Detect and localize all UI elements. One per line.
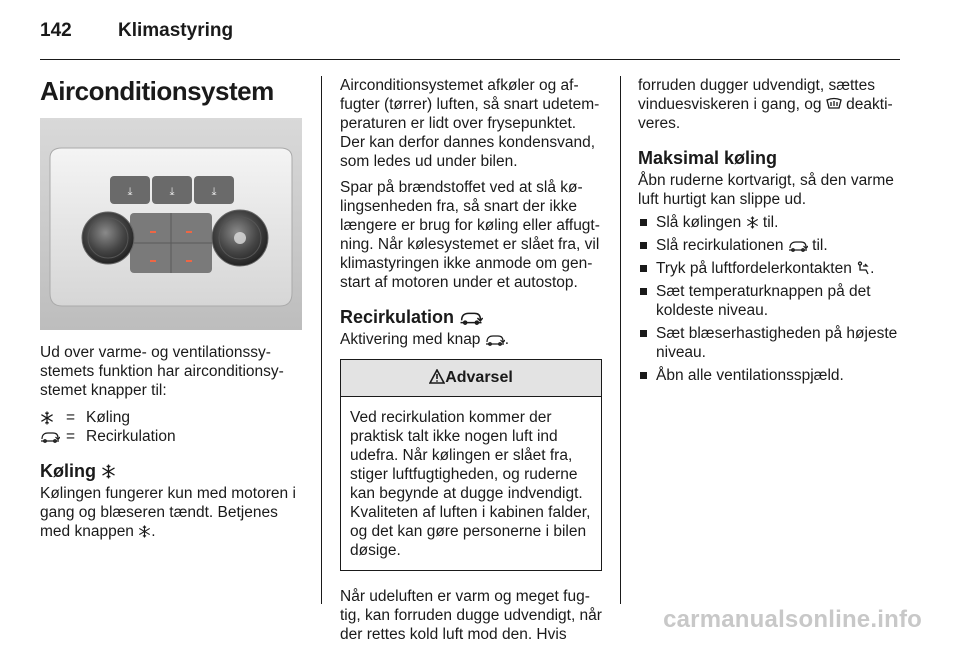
cooling-text-end: . — [151, 523, 156, 540]
equals-sign: = — [66, 428, 76, 445]
recirculation-icon — [459, 311, 483, 325]
warning-header — [341, 360, 601, 397]
svg-text:⤓: ⤓ — [211, 185, 217, 198]
windscreen-text: forruden dugger udvendigt, sættes vinduesviskeren i gang, og — [638, 77, 875, 113]
paragraph-outside-air: Når udeluften er varm og meget fugtig, kan forruden dugge udvendigt, når der rettes kold luft mod den. Hvis — [340, 588, 602, 643]
climate-control-photo — [40, 118, 302, 330]
list-item — [638, 324, 906, 362]
recirculation-heading — [340, 306, 602, 328]
symbol-row-cooling — [40, 408, 302, 427]
warning-title: Advarsel — [445, 369, 513, 386]
snowflake-icon — [138, 525, 151, 538]
recirculation-icon — [788, 240, 808, 252]
bullet — [640, 219, 647, 226]
column-divider — [620, 76, 621, 604]
snowflake-icon — [40, 408, 66, 427]
list-item — [638, 282, 906, 320]
bullet — [640, 372, 647, 379]
bullet — [640, 330, 647, 337]
cooling-heading-text: Køling — [40, 461, 96, 481]
header-rule — [40, 59, 900, 60]
symbol-list — [40, 408, 302, 446]
paragraph-aircon: Airconditionsystemet afkøler og affugter (tørrer) luften, så snart udetemperaturen er lidt over frysepunktet. Der kan derfor dannes kondensvand, som ledes ud under bilen. — [340, 77, 600, 170]
symbol-row-recirculation — [40, 427, 302, 446]
windscreen-text-end: deaktiveres. — [638, 96, 893, 132]
list-item — [638, 259, 906, 278]
page-header — [40, 20, 233, 42]
step-text: Slå kølingen — [656, 214, 742, 231]
recirculation-text-end: . — [504, 331, 510, 348]
symbol-label: Recirkulation — [86, 428, 176, 445]
step-text: Sæt blæserhastigheden på højeste niveau. — [656, 325, 898, 361]
section-title: Airconditionsystem — [40, 76, 274, 106]
page-number: 142 — [40, 20, 72, 41]
max-cooling-intro: Åbn ruderne kortvarigt, så den varme luft hurtigt kan slippe ud. — [638, 172, 894, 208]
step-text: Tryk på luftfordelerkontakten — [656, 260, 852, 277]
recirculation-icon — [485, 334, 505, 346]
chapter-title: Klimastyring — [118, 20, 234, 41]
step-text: Slå recirkulationen — [656, 237, 784, 254]
list-item — [638, 366, 906, 385]
recirculation-heading-text: Recirkulation — [340, 307, 455, 327]
paragraph-fuel: Spar på brændstoffet ved at slå kølingsenheden fra, så snart der ikke længere er brug for køling eller affugtning. Når kølesystemet er slået fra, vil klimastyringen ikke anmode om genstart af motoren under et autostop. — [340, 179, 600, 291]
windscreen-defrost-icon — [826, 97, 842, 111]
recirculation-icon — [40, 427, 66, 446]
symbol-label: Køling — [86, 409, 130, 426]
bullet — [640, 242, 647, 249]
bullet — [640, 265, 647, 272]
intro-text: Ud over varme- og ventilationssystemets funktion har airconditionsystemet knapper til: — [40, 344, 284, 399]
recirculation-text-body: Aktivering med knap — [340, 331, 481, 348]
list-item — [638, 213, 906, 232]
equals-sign: = — [66, 409, 76, 426]
snowflake-icon — [746, 216, 759, 229]
list-item — [638, 236, 906, 255]
svg-text:⤓: ⤓ — [169, 185, 175, 198]
max-cooling-heading: Maksimal køling — [638, 148, 778, 168]
cooling-text — [40, 484, 302, 541]
step-text-end: til. — [812, 237, 828, 254]
warning-body: Ved recirkulation kommer der praktisk talt ikke nogen luft ind udefra. Når kølingen er slået fra, stiger luftfugtigheden, og ruderne kan begynde at dugge indvendigt. Kvaliteten af luften i kabinen falder, og det kan gøre personerne i bilen døsige. — [350, 409, 591, 559]
bullet — [640, 288, 647, 295]
step-text: Sæt temperaturknappen på det koldeste niveau. — [656, 283, 871, 319]
step-text-end: til. — [762, 214, 779, 231]
svg-text:⤓: ⤓ — [127, 185, 133, 198]
warning-triangle-icon — [429, 369, 445, 384]
paragraph-windscreen — [638, 76, 906, 133]
watermark: carmanualsonline.info — [663, 606, 922, 633]
column-2 — [340, 76, 602, 651]
air-distribution-icon — [856, 261, 870, 275]
column-3 — [638, 76, 906, 389]
column-1 — [40, 76, 302, 548]
column-divider — [321, 76, 322, 604]
recirculation-text — [340, 330, 602, 349]
cooling-heading — [40, 460, 302, 482]
warning-box — [340, 359, 602, 571]
max-cooling-steps — [638, 213, 906, 385]
step-text-end: . — [870, 260, 875, 277]
cooling-text-body: Kølingen fungerer kun med motoren i gang og blæseren tændt. Betjenes med knappen — [40, 485, 296, 540]
snowflake-icon — [101, 464, 116, 479]
step-text: Åbn alle ventilationsspjæld. — [656, 367, 844, 384]
